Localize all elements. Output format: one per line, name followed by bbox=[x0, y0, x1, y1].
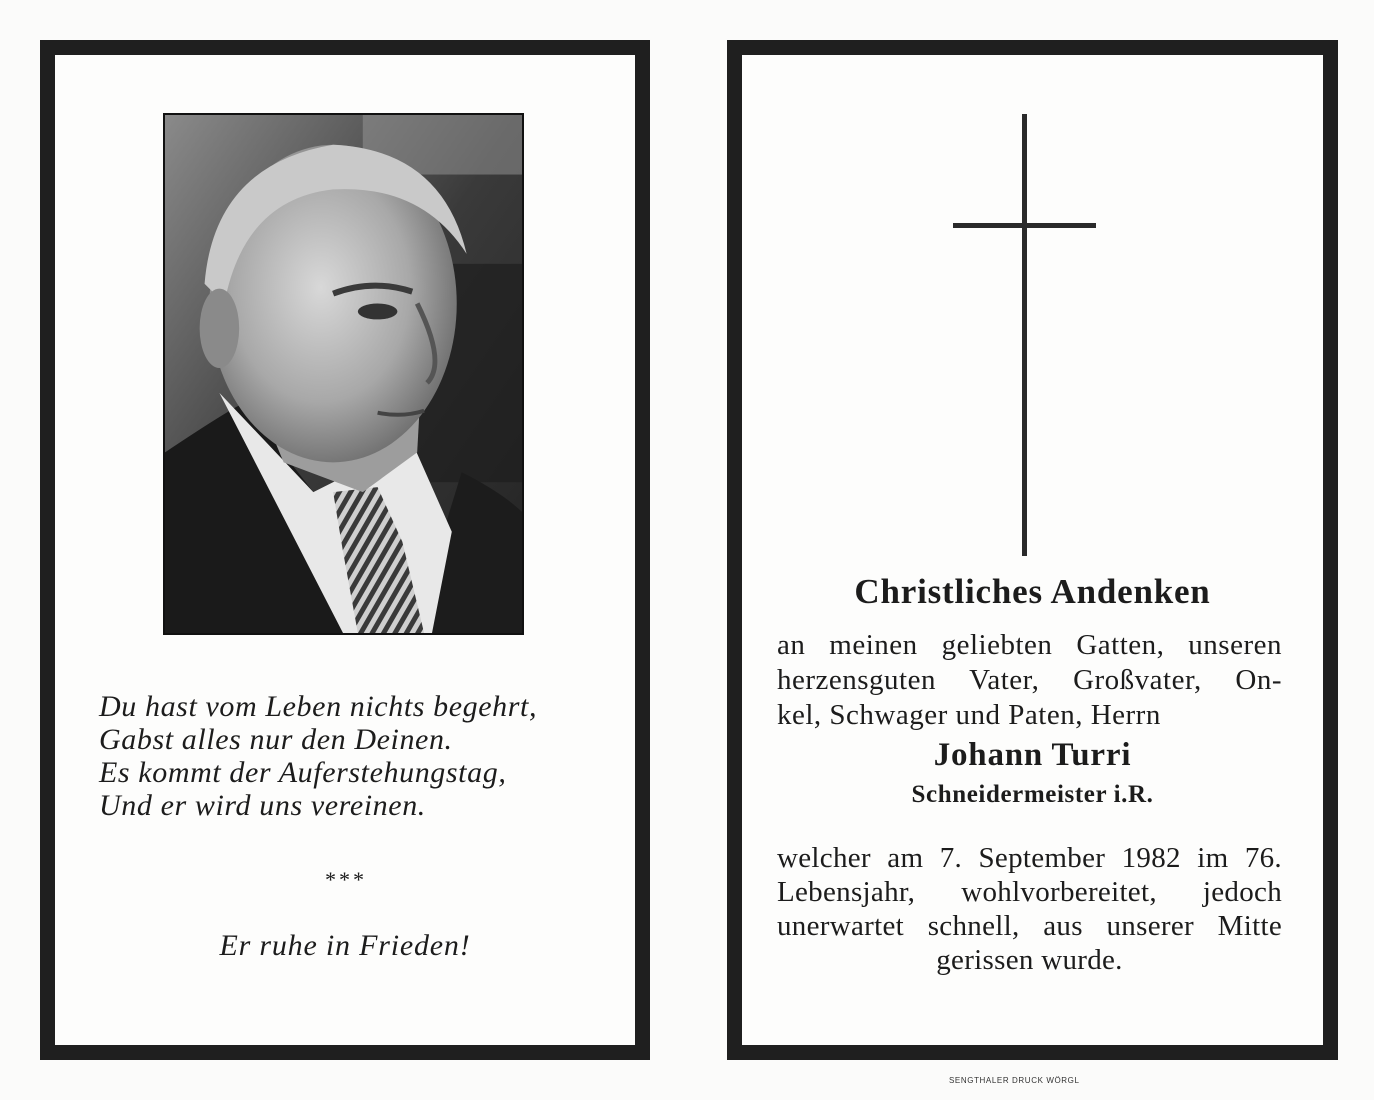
cross-icon-horizontal bbox=[953, 223, 1096, 228]
death-notice-line: Lebensjahr, wohlvorbereitet, jedoch bbox=[777, 876, 1282, 908]
memorial-title: Christliches Andenken bbox=[854, 572, 1211, 611]
left-card-panel bbox=[40, 40, 650, 1060]
deceased-profession: Schneidermeister i.R. bbox=[911, 781, 1154, 808]
death-notice-line: unerwartet schnell, aus unserer Mitte bbox=[777, 910, 1282, 942]
dedication-line: kel, Schwager und Paten, Herrn bbox=[777, 699, 1161, 731]
dedication-line: herzensguten Vater, Großvater, On- bbox=[777, 664, 1282, 696]
right-card-panel bbox=[727, 40, 1338, 1060]
death-notice-line: gerissen wurde. bbox=[936, 944, 1123, 976]
closing-line: Er ruhe in Frieden! bbox=[219, 929, 471, 962]
death-notice-line: welcher am 7. September 1982 im 76. bbox=[777, 842, 1282, 874]
dedication-line: an meinen geliebten Gatten, unseren bbox=[777, 629, 1282, 661]
portrait-photo bbox=[163, 113, 524, 635]
cross-icon-vertical bbox=[1022, 114, 1027, 556]
separator-stars: *** bbox=[324, 867, 366, 892]
printer-credit: SENGTHALER DRUCK WÖRGL bbox=[949, 1076, 1080, 1085]
death-notice-text bbox=[777, 841, 1282, 977]
poem-line: Es kommt der Auferstehungstag, bbox=[99, 756, 507, 789]
poem-line: Du hast vom Leben nichts begehrt, bbox=[99, 690, 538, 723]
dedication-text bbox=[777, 628, 1282, 733]
portrait-image bbox=[165, 115, 522, 633]
deceased-name: Johann Turri bbox=[933, 737, 1132, 773]
poem-line: Gabst alles nur den Deinen. bbox=[99, 723, 453, 756]
poem-text bbox=[99, 690, 619, 822]
poem-line: Und er wird uns vereinen. bbox=[99, 789, 426, 822]
